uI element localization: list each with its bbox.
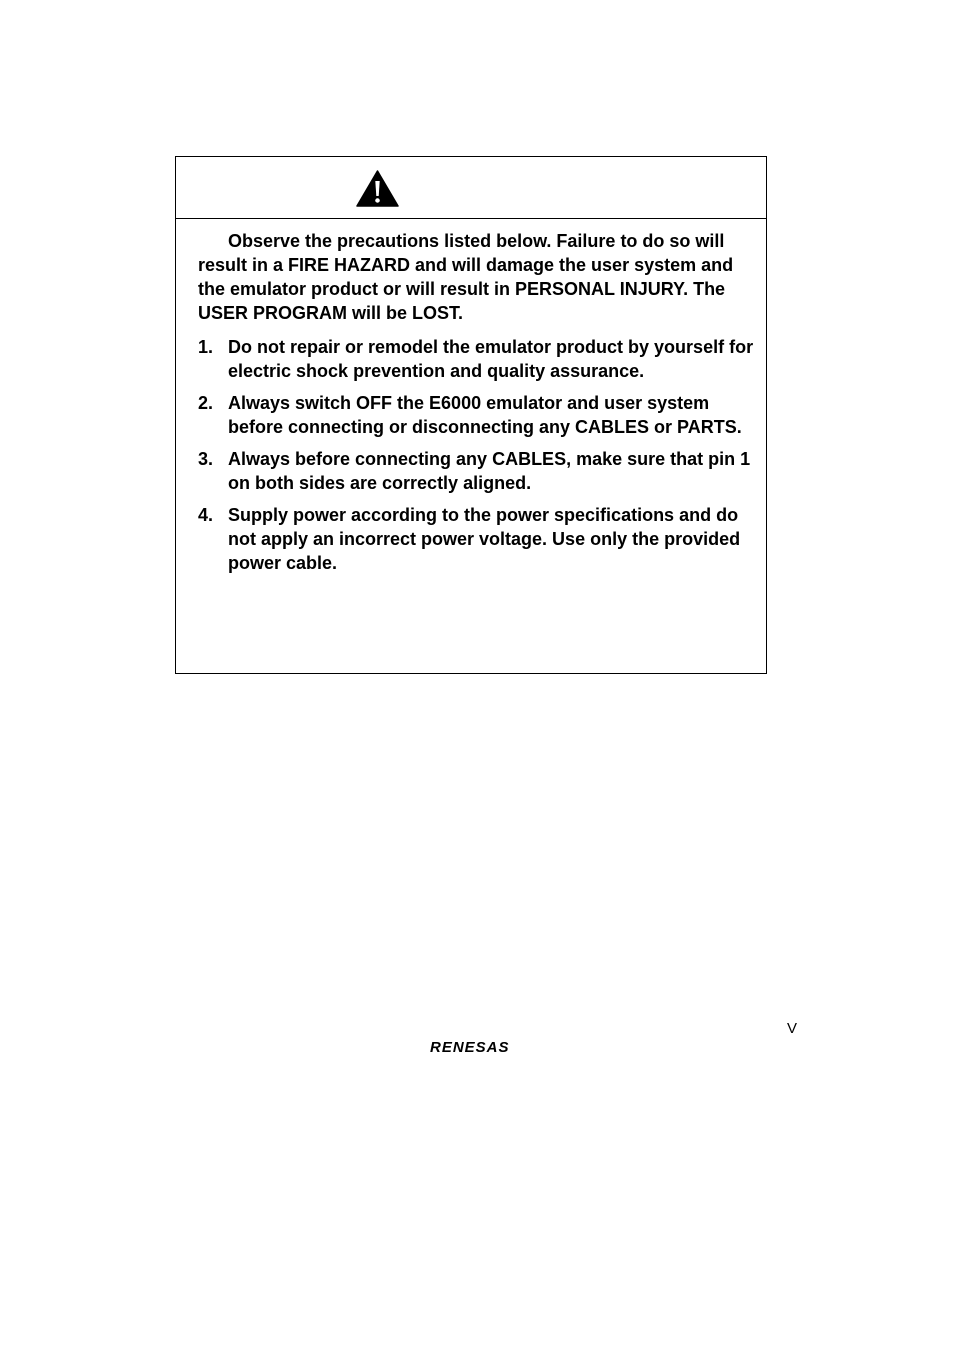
item-text: Always switch OFF the E6000 emulator and user system before connecting or disconnecting any CABLES or PARTS. — [228, 393, 742, 437]
item-number: 3. — [198, 449, 214, 469]
warning-intro: Observe the precautions listed below. Failure to do so will result in a FIRE HAZARD and will damage the user system and the emulator product or will result in PERSONAL INJURY. The USER PROGRAM will be LOST. — [198, 231, 734, 323]
warning-header — [176, 157, 766, 219]
precaution-list — [198, 335, 754, 575]
exclamation-triangle-icon — [356, 170, 399, 207]
item-number: 2. — [198, 393, 214, 413]
item-text: Do not repair or remodel the emulator product by yourself for electric shock prevention and quality assurance. — [228, 337, 754, 381]
logo-text: RENESAS — [430, 1039, 510, 1055]
item-number: 4. — [198, 505, 214, 525]
list-item — [198, 391, 754, 439]
warning-body — [198, 229, 754, 583]
item-number: 1. — [198, 337, 214, 357]
warning-box — [175, 156, 767, 674]
renesas-logo — [430, 1037, 532, 1055]
list-item — [198, 503, 754, 575]
item-text: Supply power according to the power specifications and do not apply an incorrect power voltage. Use only the provided power cable. — [228, 505, 741, 573]
list-item — [198, 447, 754, 495]
list-item — [198, 335, 754, 383]
page-number: V — [787, 1020, 798, 1037]
item-text: Always before connecting any CABLES, make sure that pin 1 on both sides are correctly aligned. — [228, 449, 751, 493]
